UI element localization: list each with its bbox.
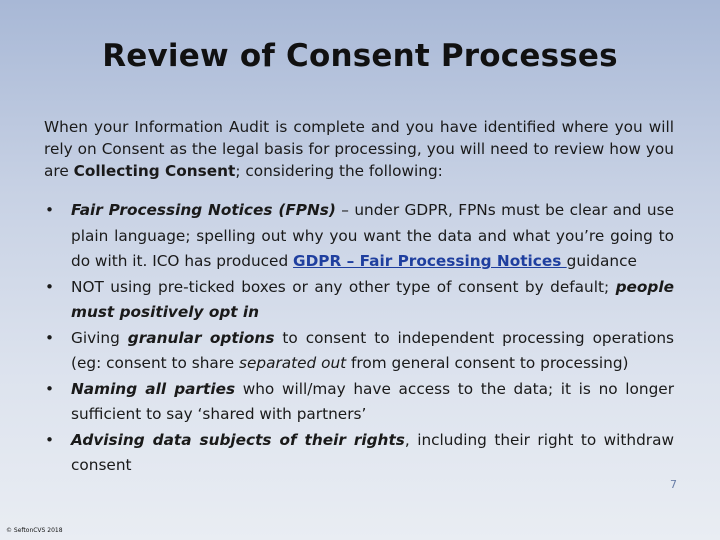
bullet-item-pre-ticked — [44, 275, 674, 326]
bullet-naming-emphasis: Naming all parties — [71, 379, 236, 398]
bullet-pre-ticked-emphasis: people must positively opt in — [71, 277, 674, 321]
bullet-granular-text: to consent to independent processing operations (eg: consent to share — [71, 328, 674, 372]
bullet-icon: • — [45, 430, 55, 449]
bullet-item-granular — [44, 326, 674, 377]
bullet-icon: • — [45, 328, 55, 347]
bullet-granular-emphasis: granular options — [127, 328, 275, 347]
intro-paragraph — [44, 116, 674, 182]
gdpr-fair-processing-notices-link[interactable]: GDPR – Fair Processing Notices — [293, 252, 567, 270]
bullet-granular-pre: Giving — [71, 328, 128, 347]
bullet-fpn-tail: guidance — [566, 252, 637, 270]
intro-emphasis: Collecting Consent — [73, 162, 236, 180]
bullet-icon: • — [45, 277, 55, 296]
bullet-item-naming-parties — [44, 377, 674, 428]
intro-text-after: ; considering the following: — [235, 162, 443, 180]
bullet-granular-tail: from general consent to processing) — [346, 354, 629, 372]
bullet-icon: • — [45, 201, 55, 219]
bullet-list — [44, 198, 674, 479]
copyright-notice: © SeftonCVS 2018 — [6, 527, 63, 534]
bullet-item-fpn — [44, 198, 674, 275]
bullet-fpn-lead: Fair Processing Notices (FPNs) — [71, 201, 336, 219]
intro-text-before: When your Information Audit is complete and you have identified where you will rely on Consent as the legal basis for processing, you will need to review how you are — [44, 118, 674, 180]
bullet-fpn-text: – under GDPR, FPNs must be clear and use plain language; spelling out why you want the data and what you’re going to do with it. ICO has produced — [71, 201, 674, 270]
page-number: 7 — [670, 478, 677, 491]
slide-title: Review of Consent Processes — [102, 38, 618, 74]
bullet-rights-text: , including their right to withdraw consent — [71, 430, 674, 474]
bullet-rights-emphasis: Advising data subjects of their rights — [71, 430, 405, 449]
bullet-icon: • — [45, 379, 55, 398]
bullet-naming-text: who will/may have access to the data; it is no longer sufficient to say ‘shared with partners’ — [71, 379, 674, 423]
bullet-item-rights — [44, 428, 674, 479]
bullet-pre-ticked-text: NOT using pre-ticked boxes or any other type of consent by default; — [71, 277, 616, 296]
bullet-granular-italic: separated out — [239, 354, 347, 372]
